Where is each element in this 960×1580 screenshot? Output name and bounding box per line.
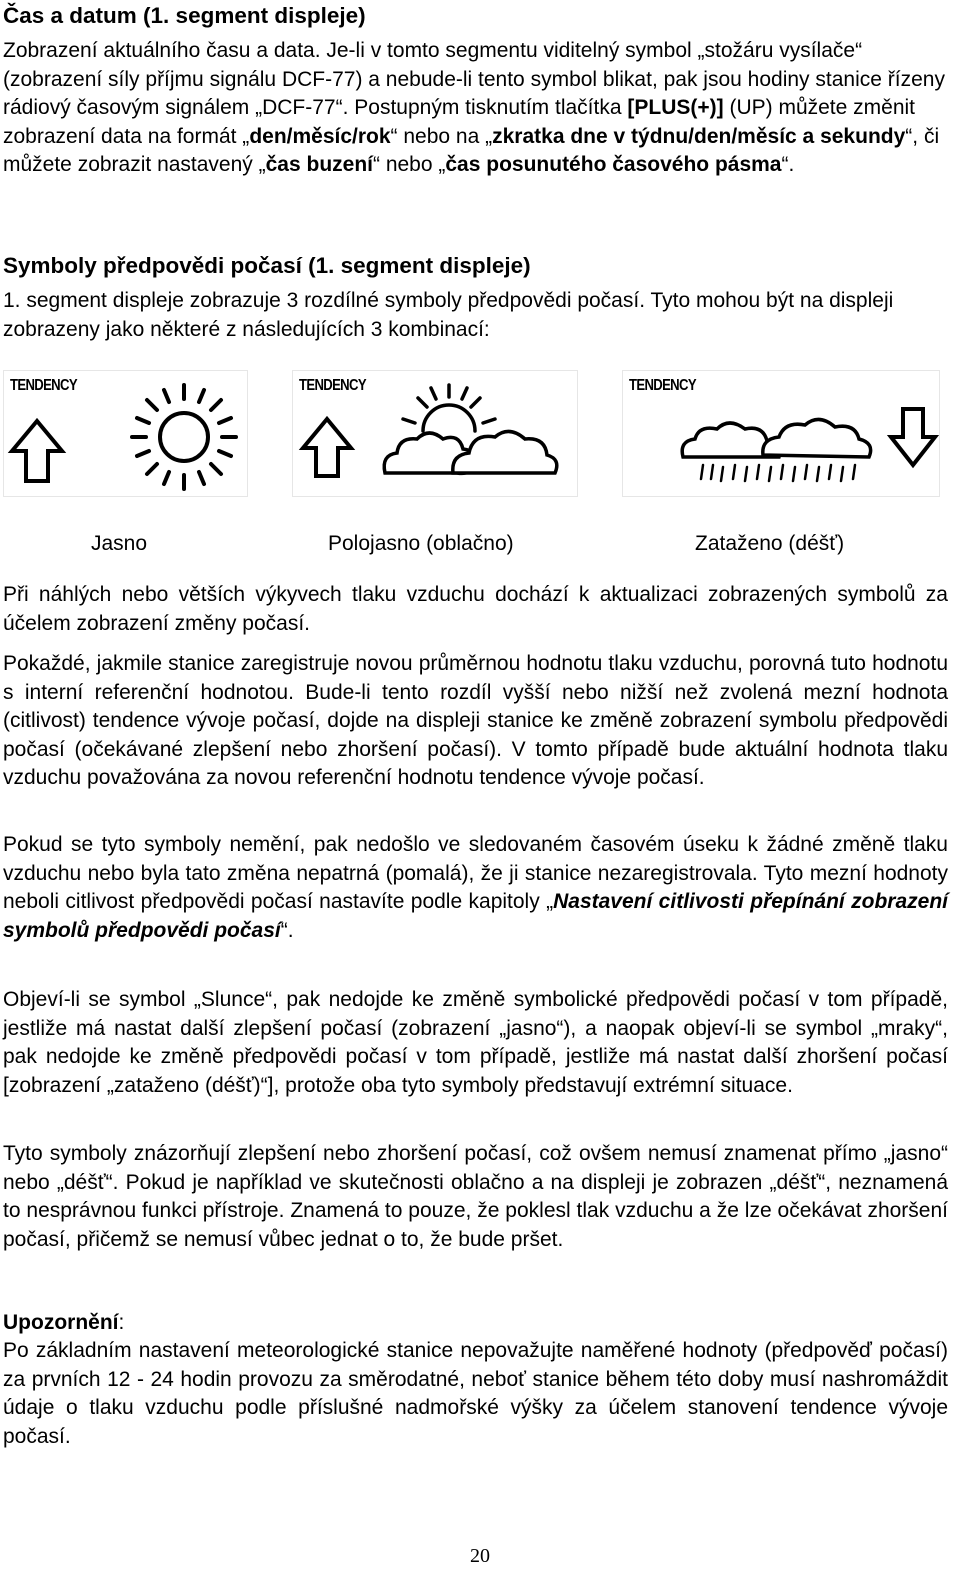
arrow-up-icon xyxy=(12,421,62,481)
paragraph-pressure-changes: Při náhlých nebo větších výkyvech tlaku vzduchu dochází k aktualizaci zobrazených symbolů za účelem zobrazení změny počasí. xyxy=(3,583,948,635)
rain-clouds-icon xyxy=(682,419,870,481)
p5-chapter-reference: Nastavení citlivosti přepínání zobrazení symbolů předpovědi počasí xyxy=(3,890,948,942)
p1-bold-1: [PLUS(+)] xyxy=(627,96,724,119)
label-rainy: Zataženo (déšť) xyxy=(695,532,845,555)
forecast-panel-sunny xyxy=(3,370,248,497)
p5-text-2: “. xyxy=(280,918,294,942)
sunny-symbol-graphic xyxy=(4,371,247,496)
sun-icon xyxy=(132,385,236,489)
p1-bold-4: čas buzení xyxy=(265,153,373,176)
tendency-label: TENDENCY xyxy=(10,377,77,394)
label-sunny: Jasno xyxy=(91,532,148,555)
forecast-panel-rainy xyxy=(622,370,940,497)
sun-behind-clouds-icon xyxy=(384,385,557,473)
section-heading-forecast-symbols: Symboly předpovědi počasí (1. segment displeje) xyxy=(3,253,531,278)
rainy-symbol-graphic xyxy=(623,371,939,496)
p1-text-6: “. xyxy=(781,153,795,176)
p1-bold-2: den/měsíc/rok xyxy=(249,124,391,148)
paragraph-symbol-meaning: Tyto symboly znázorňují zlepšení nebo zhoršení počasí, což ovšem nemusí znamenat přímo „jasno“ nebo „déšť“. Pokud je například ve skutečnosti oblačno a na displeji je zobrazen „déšť“, neznamená to nesprávnou funkci přístroje. Znamená to pouze, že poklesl tlak vzduchu a že lze očekávat zhoršení počasí, přičemž se nemusí vůbec jednat o to, že bude pršet. xyxy=(3,1142,948,1251)
p1-text-2: (UP) můžete změnit zobrazení data na formát „ xyxy=(3,96,916,148)
p1-bold-3: zkratka dne v týdnu/den/měsíc a sekundy xyxy=(492,124,906,148)
paragraph-time-date xyxy=(3,37,948,180)
warning-title-colon: : xyxy=(118,1311,125,1334)
label-partly-cloudy: Polojasno (oblačno) xyxy=(328,532,514,555)
tendency-label: TENDENCY xyxy=(299,377,366,394)
partly-cloudy-symbol-graphic xyxy=(293,371,577,496)
page-number: 20 xyxy=(470,1545,490,1567)
p1-bold-5: čas posunutého časového pásma xyxy=(445,153,782,176)
p1-text-3: “ nebo na „ xyxy=(390,124,493,148)
p1-text-4: “, či můžete zobrazit nastavený „ xyxy=(3,124,940,176)
paragraph-warning: Po základním nastavení meteorologické stanice nepovažujte naměřené hodnoty (předpověď počasí) za prvních 12 - 24 hodin provozu za směrodatné, neboť stanice během této doby musí nashromáždit údaje o tlaku vzduchu podle příslušné nadmořské výšky za účelem stanovení tendence vývoje počasí. xyxy=(3,1339,948,1448)
paragraph-no-change xyxy=(3,831,948,945)
arrow-down-icon xyxy=(891,409,935,465)
section-heading-time-date: Čas a datum (1. segment displeje) xyxy=(3,3,366,28)
warning-title xyxy=(3,1309,948,1338)
warning-title-text: Upozornění xyxy=(3,1311,119,1334)
arrow-up-icon xyxy=(303,419,351,476)
p5-text-1: Pokud se tyto symboly nemění, pak nedošlo ve sledovaném časovém úseku k žádné změně tlaku vzduchu nebo byla tato změna nepatrná (pomalá), že ji stanice nezaregistrovala. Tyto mezní hodnoty neboli citlivost předpovědi počasí nastavíte podle kapitoly „ xyxy=(3,833,948,913)
p1-text-5: “ nebo „ xyxy=(373,153,446,176)
p1-text-1: Zobrazení aktuálního času a data. Je-li v tomto segmentu viditelný symbol „stožáru vysílače“ (zobrazení síly příjmu signálu DCF-77) a nebude-li tento symbol blikat, pak jsou hodiny stanice řízeny rádiový časovým signálem „DCF-77“. Postupným tisknutím tlačítka xyxy=(3,39,945,119)
tendency-label: TENDENCY xyxy=(629,377,696,394)
paragraph-extreme-symbols: Objeví-li se symbol „Slunce“, pak nedojde ke změně symbolické předpovědi počasí v tom případě, jestliže má nastat další zlepšení počasí (zobrazení „jasno“), a naopak objeví-li se symbol „mraky“, pak nedojde ke změně předpovědi počasí v tom případě, jestliže má nastat další zhoršení počasí [zobrazení „zataženo (déšť)“], protože oba tyto symboly představují extrémní situace. xyxy=(3,988,948,1097)
paragraph-forecast-intro: 1. segment displeje zobrazuje 3 rozdílné symboly předpovědi počasí. Tyto mohou být na displeji zobrazeny jako některé z následujících 3 kombinací: xyxy=(3,289,894,341)
forecast-panel-partly-cloudy xyxy=(292,370,578,497)
paragraph-reference-value: Pokaždé, jakmile stanice zaregistruje novou průměrnou hodnotu tlaku vzduchu, porovná tuto hodnotu s interní referenční hodnotou. Bude-li tento rozdíl vyšší nebo nižší než zvolená mezní hodnota (citlivost) tendence vývoje počasí, dojde na displeji stanice ke změně zobrazení symbolu předpovědi počasí (očekávané zlepšení nebo zhoršení počasí). V tomto případě bude aktuální hodnota tlaku vzduchu považována za novou referenční hodnotu tendence vývoje počasí. xyxy=(3,652,948,789)
